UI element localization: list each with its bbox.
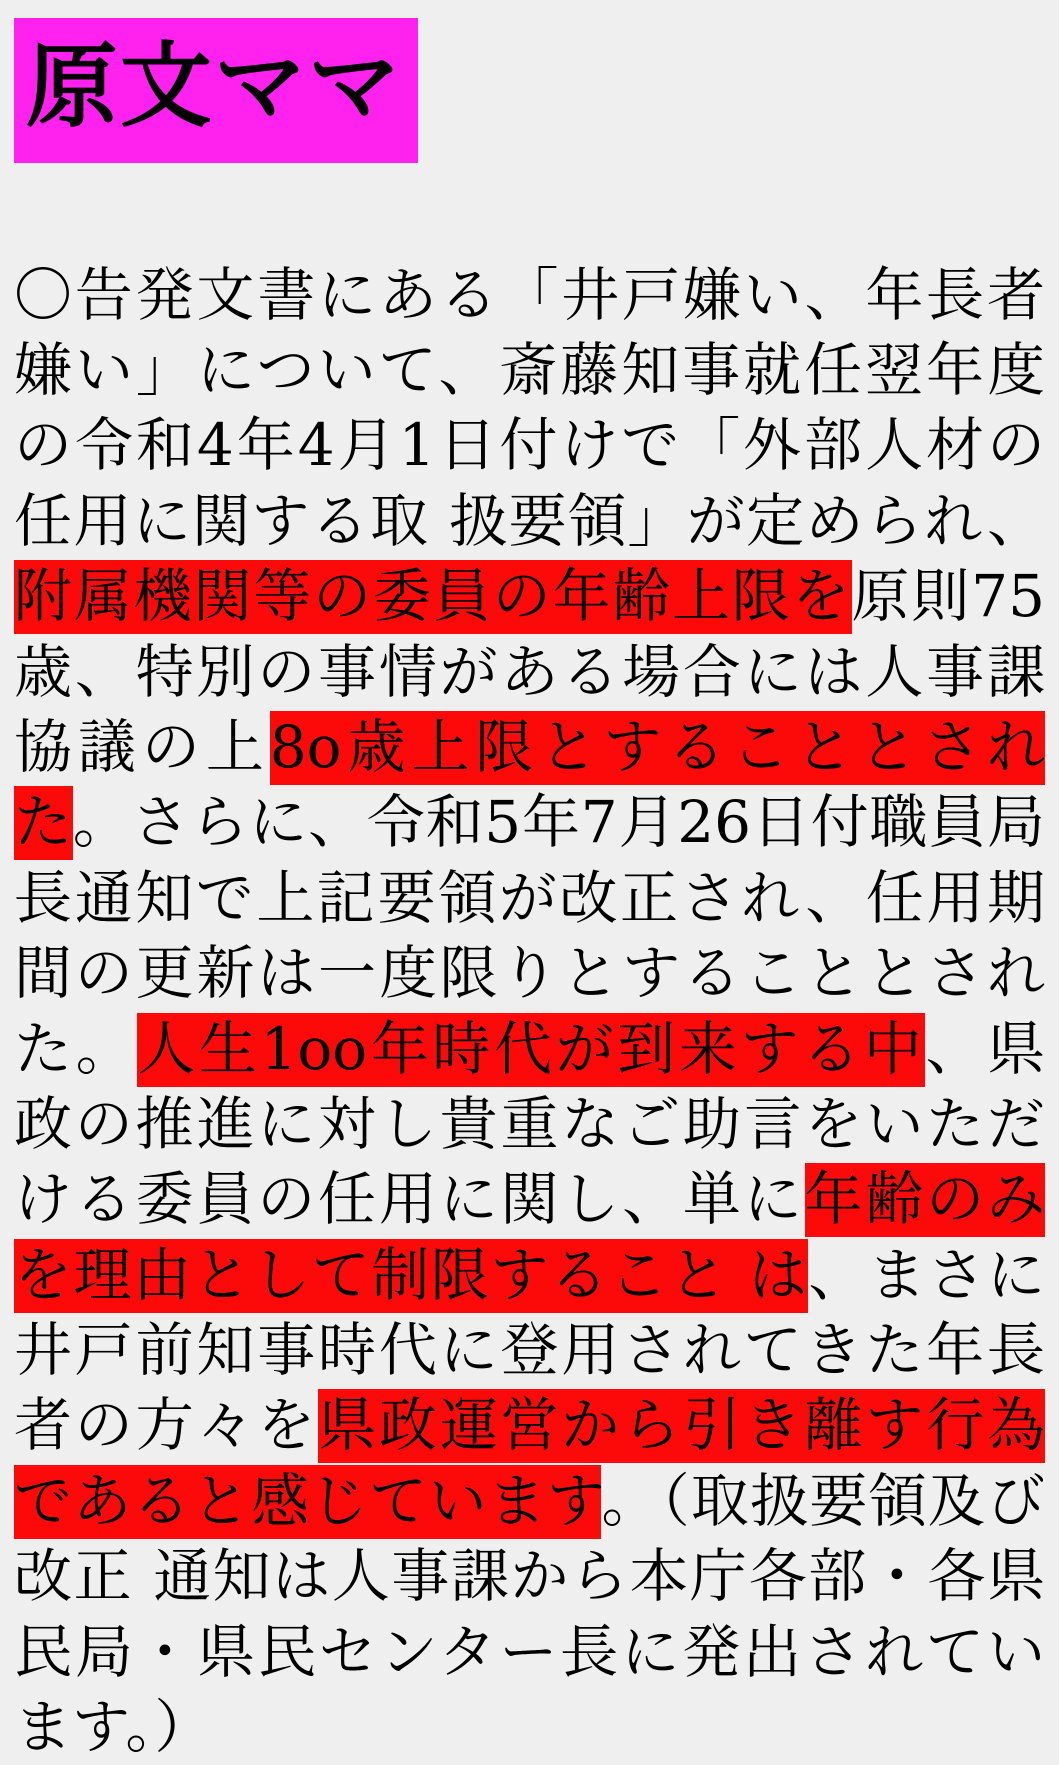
highlighted-text-segment: 人生1oo年時代が到来する中 xyxy=(137,1013,925,1087)
title-banner: 原文ママ xyxy=(14,18,418,163)
text-segment: 、県政の推進に対し貴重なご助言をいただける委員の任用に関し、単に xyxy=(14,1014,1045,1234)
body-container xyxy=(0,258,1059,1765)
text-segment: 原則75歳、特別の事情がある場合には人事課協議の上 xyxy=(14,562,1045,781)
highlighted-text-segment: 県政運営から引き離す行為であると感じています xyxy=(14,1389,1045,1538)
title-banner-container xyxy=(0,0,1059,163)
text-segment: 〇告発文書にある「井戸嫌い、年長者嫌い」について、斎藤知事就任翌年度の令和4年4月1日付けで「外部人材の任用に関する取 扱要領」が定められ、 xyxy=(14,260,1045,555)
text-segment: 、まさに井戸前知事時代に登用されてきた年長者の方々を xyxy=(14,1240,1045,1460)
highlighted-text-segment: 年齢のみを理由として制限すること は xyxy=(14,1163,1045,1312)
document-body xyxy=(14,258,1045,1765)
highlighted-text-segment: 附属機関等の委員の年齢上限を xyxy=(14,560,852,634)
highlighted-text-segment: 8o歳上限とすることとされた xyxy=(14,711,1045,860)
text-segment: 。さらに、令和5年7月26日付職員局長通知で上記要領が改正され、任用期間の更新は一度限りとすることとされた。 xyxy=(14,788,1045,1083)
text-segment: 。（取扱要領及び改正 通知は人事課から本庁各部・各県民局・県民センター長に発出されています。） xyxy=(14,1466,1045,1762)
